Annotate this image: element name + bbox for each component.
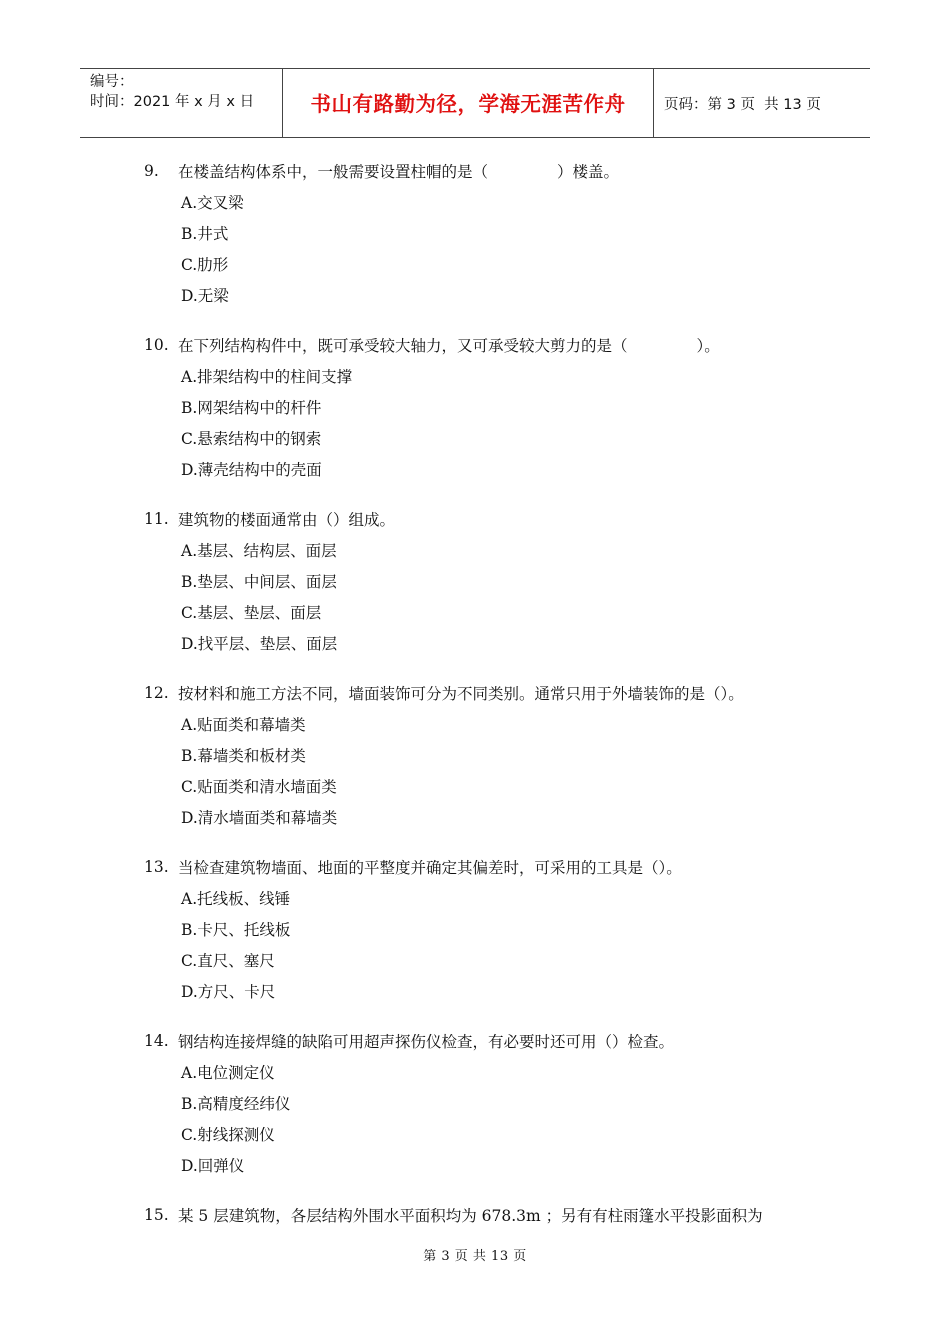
question-stem	[0, 1199, 950, 1230]
serial-label: 编号：	[90, 74, 134, 90]
question-number: 10.	[144, 335, 169, 354]
question-number: 12.	[144, 683, 169, 702]
question-number: 9.	[144, 161, 159, 180]
page-footer	[0, 1245, 950, 1264]
answer-option: C.悬索结构中的钢索	[181, 429, 322, 448]
question-text: 按材料和施工方法不同，墙面装饰可分为不同类别。通常只用于外墙装饰的是（）。	[178, 684, 744, 703]
time-label: 时间：2021 年 x 月 x 日	[90, 94, 255, 110]
question-stem	[0, 677, 950, 708]
header-motto-cell	[282, 69, 654, 137]
question-block	[0, 329, 950, 484]
answer-option: D.无梁	[181, 286, 229, 305]
question-stem	[0, 851, 950, 882]
footer-page-number: 第 3 页 共 13 页	[423, 1249, 527, 1264]
question-text: 在下列结构构件中，既可承受较大轴力，又可承受较大剪力的是（ ）。	[178, 336, 720, 355]
question-text: 某 5 层建筑物，各层结构外围水平面积均为 678.3m ；另有有柱雨篷水平投影面积为	[178, 1206, 763, 1225]
header-page-cell	[654, 69, 870, 137]
answer-option: C.基层、垫层、面层	[181, 603, 322, 622]
answer-option: A.交叉梁	[181, 193, 244, 212]
answer-option: D.找平层、垫层、面层	[181, 634, 338, 653]
answer-option: D.方尺、卡尺	[181, 982, 276, 1001]
page-info: 页码：第 3 页 共 13 页	[664, 96, 821, 113]
answer-option: B.井式	[181, 224, 229, 243]
answer-option: C.直尺、塞尺	[181, 951, 275, 970]
question-block	[0, 155, 950, 310]
question-number: 13.	[144, 857, 169, 876]
answer-option: B.高精度经纬仪	[181, 1094, 291, 1113]
answer-option: A.电位测定仪	[181, 1063, 275, 1082]
answer-option: D.薄壳结构中的壳面	[181, 460, 322, 479]
question-block	[0, 1199, 950, 1230]
question-text: 在楼盖结构体系中，一般需要设置柱帽的是（ ）楼盖。	[178, 162, 619, 181]
question-list	[0, 155, 950, 1230]
answer-option: A.贴面类和幕墙类	[181, 715, 306, 734]
answer-option: A.基层、结构层、面层	[181, 541, 337, 560]
answer-option: A.排架结构中的柱间支撑	[181, 367, 353, 386]
answer-option: A.托线板、线锤	[181, 889, 291, 908]
answer-option: B.网架结构中的杆件	[181, 398, 322, 417]
answer-option: B.卡尺、托线板	[181, 920, 291, 939]
answer-option: D.回弹仪	[181, 1156, 245, 1175]
question-block	[0, 677, 950, 832]
motto: 书山有路勤为径，学海无涯苦作舟	[310, 92, 626, 116]
question-text: 钢结构连接焊缝的缺陷可用超声探伤仪检查，有必要时还可用（）检查。	[178, 1032, 675, 1051]
question-number: 15.	[144, 1205, 169, 1224]
question-stem	[0, 1025, 950, 1056]
question-stem	[0, 155, 950, 186]
answer-option: C.射线探测仪	[181, 1125, 275, 1144]
question-number: 14.	[144, 1031, 169, 1050]
question-stem	[0, 329, 950, 360]
question-block	[0, 503, 950, 658]
header-meta	[80, 69, 282, 137]
question-stem	[0, 503, 950, 534]
question-text: 当检查建筑物墙面、地面的平整度并确定其偏差时，可采用的工具是（）。	[178, 858, 682, 877]
answer-option: B.幕墙类和板材类	[181, 746, 306, 765]
page-header	[80, 68, 870, 138]
question-block	[0, 851, 950, 1006]
question-number: 11.	[144, 509, 169, 528]
answer-option: C.肋形	[181, 255, 229, 274]
answer-option: D.清水墙面类和幕墙类	[181, 808, 338, 827]
answer-option: B.垫层、中间层、面层	[181, 572, 337, 591]
question-block	[0, 1025, 950, 1180]
answer-option: C.贴面类和清水墙面类	[181, 777, 337, 796]
question-text: 建筑物的楼面通常由（）组成。	[178, 510, 396, 529]
